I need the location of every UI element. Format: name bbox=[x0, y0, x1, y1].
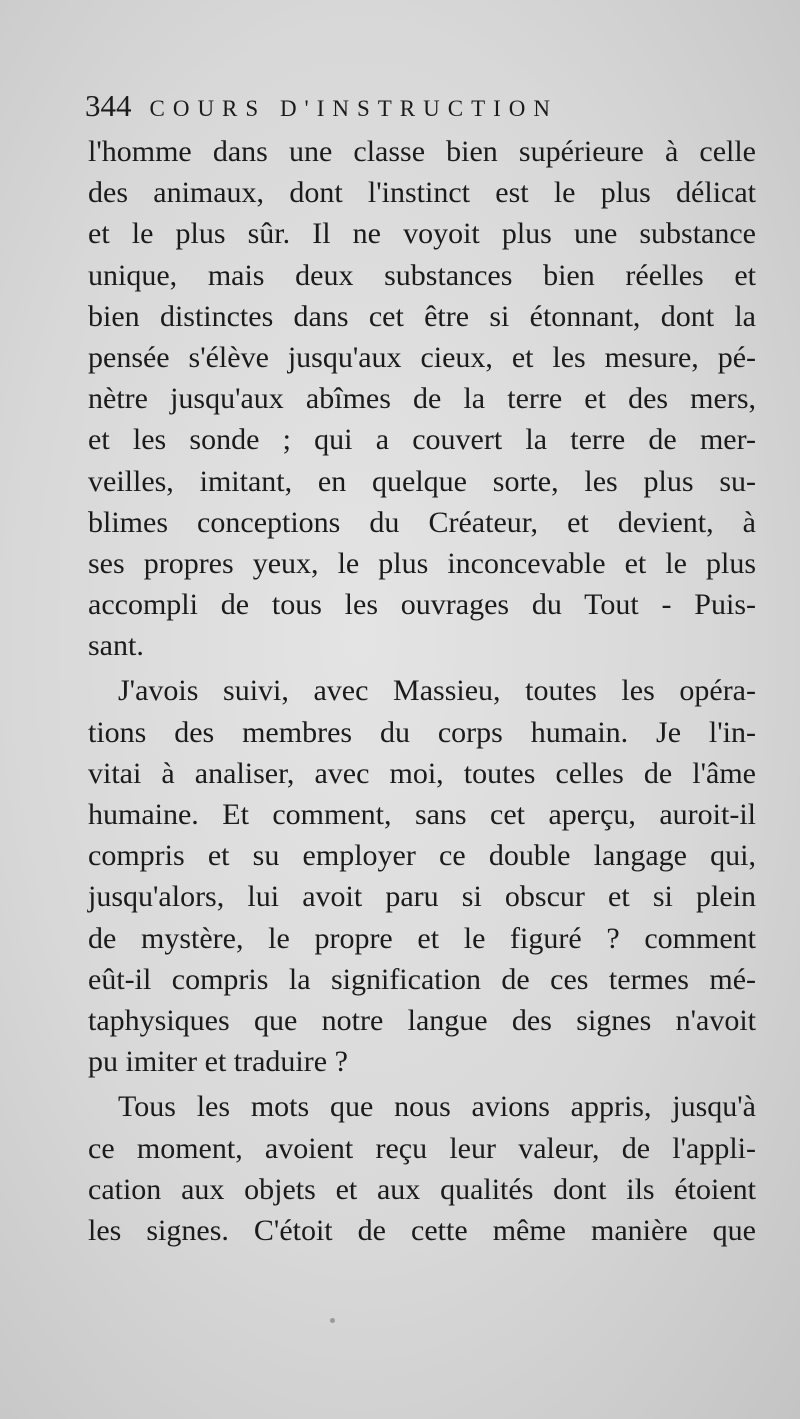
text-line: pensée s'élève jusqu'aux cieux, et les mesure, pé- bbox=[88, 340, 756, 374]
text-line: eût-il compris la signification de ces termes mé- bbox=[88, 962, 756, 996]
paragraph bbox=[88, 670, 756, 1082]
text-line: unique, mais deux substances bien réelles et bbox=[88, 258, 756, 292]
text-line: ce moment, avoient reçu leur valeur, de l'appli- bbox=[88, 1131, 756, 1165]
text-line: bien distinctes dans cet être si étonnant, dont la bbox=[88, 299, 756, 333]
text-line: vitai à analiser, avec moi, toutes celles de l'âme bbox=[88, 756, 756, 790]
text-line: les signes. C'étoit de cette même manière que bbox=[88, 1213, 756, 1247]
paper-speck bbox=[330, 1318, 335, 1323]
text-line: humaine. Et comment, sans cet aperçu, auroit-il bbox=[88, 798, 756, 831]
text-line: jusqu'alors, lui avoit paru si obscur et si plein bbox=[88, 880, 756, 914]
text-line: nètre jusqu'aux abîmes de la terre et des mers, bbox=[88, 382, 756, 416]
text-line: Tous les mots que nous avions appris, jusqu'à bbox=[118, 1090, 756, 1124]
paragraph bbox=[88, 1086, 756, 1251]
paragraph bbox=[88, 131, 756, 666]
running-title: COURS D'INSTRUCTION bbox=[149, 96, 559, 121]
running-head bbox=[85, 88, 775, 127]
text-line: pu imiter et traduire ? bbox=[88, 1045, 348, 1079]
text-line: taphysiques que notre langue des signes n'avoit bbox=[88, 1003, 756, 1037]
page-number: 344 bbox=[85, 88, 132, 123]
text-line: J'avois suivi, avec Massieu, toutes les opéra- bbox=[118, 674, 756, 708]
text-line: des animaux, dont l'instinct est le plus délicat bbox=[88, 176, 756, 210]
text-line: accompli de tous les ouvrages du Tout - Puis- bbox=[88, 588, 756, 622]
text-line: ses propres yeux, le plus inconcevable et le plus bbox=[88, 546, 756, 580]
text-line: tions des membres du corps humain. Je l'in- bbox=[88, 715, 756, 749]
text-line: de mystère, le propre et le figuré ? comment bbox=[88, 921, 756, 955]
text-line: et les sonde ; qui a couvert la terre de mer- bbox=[88, 423, 756, 457]
text-line: sant. bbox=[88, 629, 144, 663]
text-line: et le plus sûr. Il ne voyoit plus une substance bbox=[88, 217, 756, 251]
text-line: cation aux objets et aux qualités dont ils étoient bbox=[88, 1172, 756, 1206]
text-line: blimes conceptions du Créateur, et devient, à bbox=[88, 505, 756, 539]
text-line: l'homme dans une classe bien supérieure à celle bbox=[88, 135, 756, 168]
text-line: compris et su employer ce double langage qui, bbox=[88, 839, 756, 873]
text-line: veilles, imitant, en quelque sorte, les plus su- bbox=[88, 464, 756, 498]
page-body bbox=[88, 131, 756, 1251]
